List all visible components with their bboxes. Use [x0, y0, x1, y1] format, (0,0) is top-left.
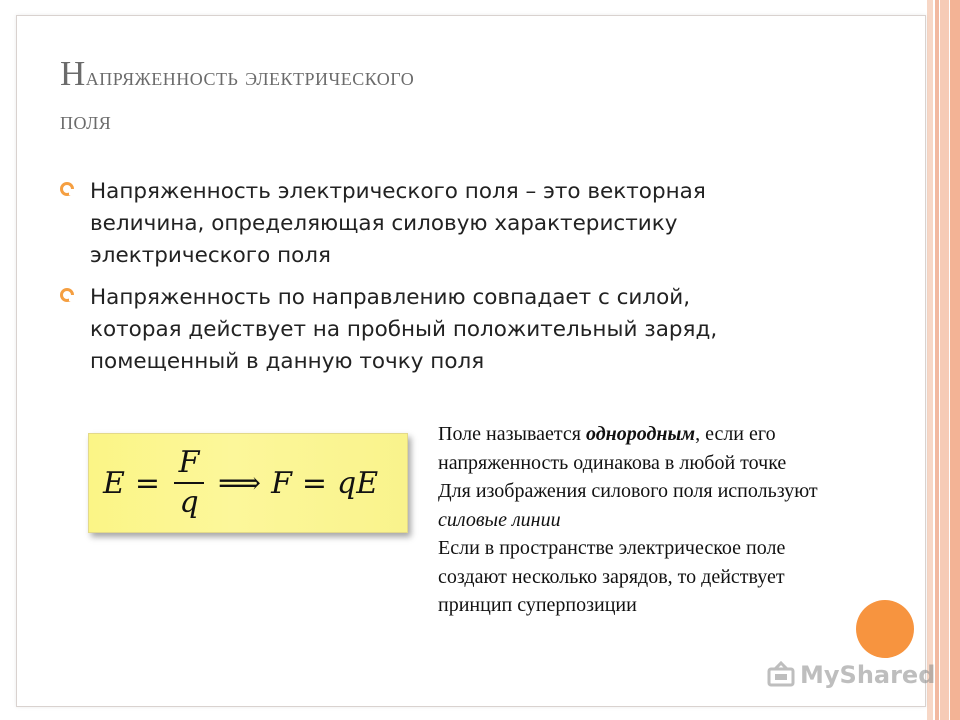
watermark-text: MyShared [800, 661, 936, 689]
side-note-emphasis: силовые линии [438, 508, 561, 531]
bullet-item [60, 282, 780, 378]
myshared-logo-icon [766, 660, 796, 690]
bullet-marker-icon [60, 288, 74, 302]
formula-numerator: F [178, 445, 200, 480]
title-line2: поля [60, 108, 112, 135]
decor-orange-circle [856, 600, 914, 658]
formula-rhs-left: F [271, 465, 292, 501]
decor-stripe-4 [950, 0, 960, 720]
fraction-bar [174, 482, 204, 484]
side-note-emphasis: однородным [585, 423, 696, 445]
decor-stripe-3 [940, 0, 949, 720]
bullet-text: Напряженность по направлению совпадает с силой, которая действует на пробный положительный заряд, помещенный в данную точку поля [90, 285, 718, 374]
side-note-superposition: Если в пространстве электрическое поле создают несколько зарядов, то действует принцип суперпозиции [438, 537, 786, 616]
bullet-text: Напряженность электрического поля – это векторная величина, определяющая силовую характеристику электрического поля [90, 179, 706, 268]
formula-implies: ⟹ [218, 465, 262, 501]
side-note-text: , если его напряженность одинакова в любой точке [438, 423, 787, 474]
formula-equals: = [301, 465, 328, 501]
formula [103, 434, 378, 532]
watermark [766, 658, 935, 692]
formula-box [88, 433, 408, 533]
formula-rhs-right: qE [337, 465, 379, 501]
formula-lhs: E [103, 465, 125, 501]
bullet-marker-icon [60, 182, 74, 196]
formula-denominator: q [179, 485, 199, 520]
side-note-uniform [438, 420, 838, 477]
bullet-list [60, 176, 780, 388]
side-note-text: Для изображения силового поля используют [438, 480, 818, 502]
title-line1-rest: апряженность электрического [85, 64, 415, 91]
side-note-field-lines [438, 477, 838, 534]
title-initial: Н [60, 54, 86, 93]
decor-stripe-1 [927, 0, 933, 720]
formula-equals: = [134, 465, 161, 501]
slide-title [60, 52, 820, 144]
decor-stripe-2 [935, 0, 939, 720]
side-note-text: Поле называется [438, 423, 586, 445]
formula-fraction [174, 445, 204, 520]
side-notes [438, 420, 838, 620]
bullet-item [60, 176, 780, 272]
